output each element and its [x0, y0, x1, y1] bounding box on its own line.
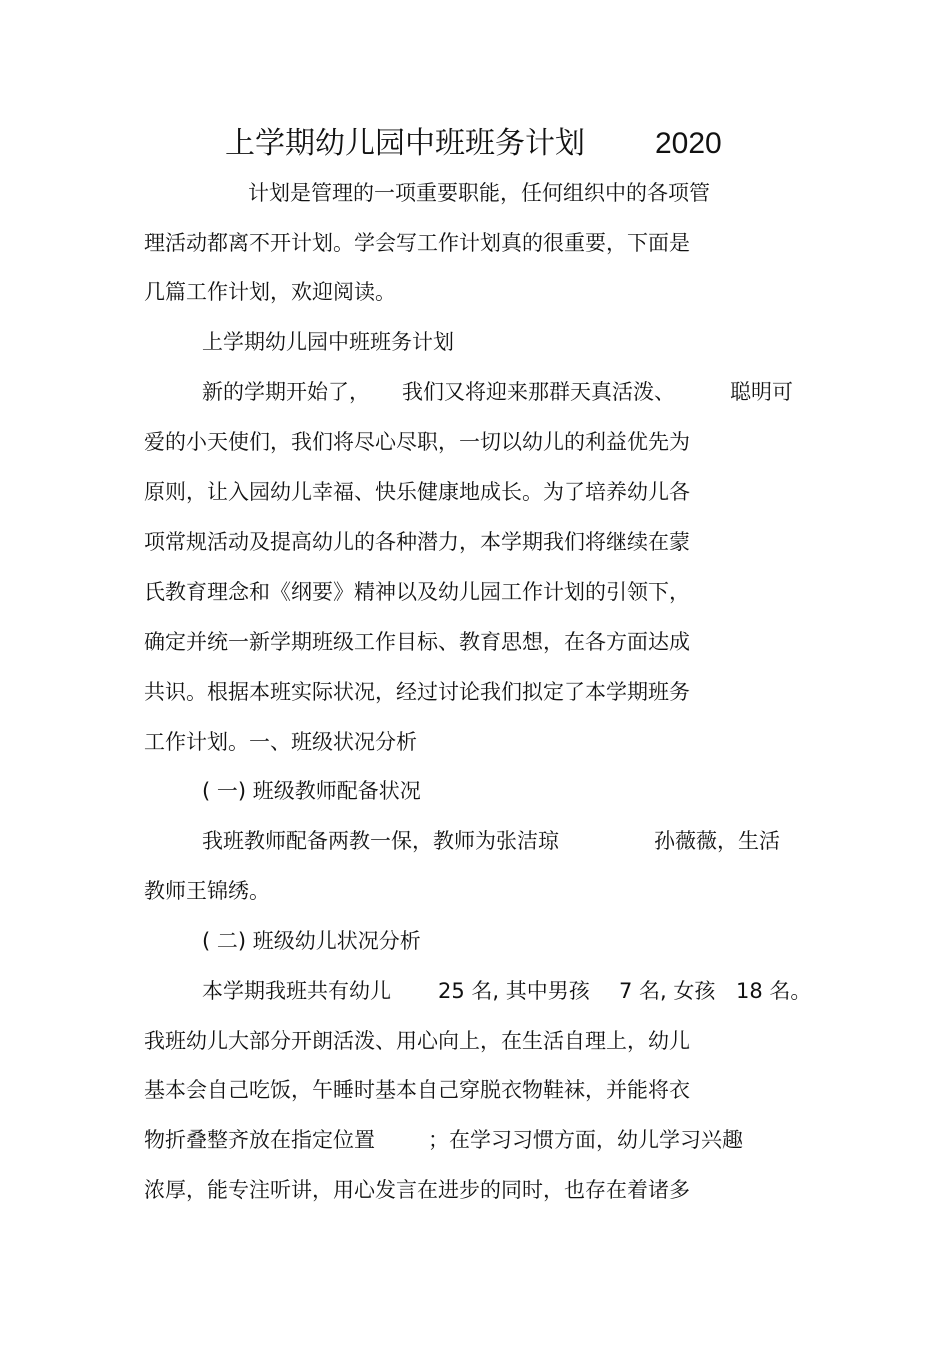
para1-line-8: 工作计划。一、班级状况分析 [144, 730, 417, 754]
intro-line-2: 理活动都离不开计划。学会写工作计划真的很重要，下面是 [144, 231, 690, 255]
para3-line-1 [202, 976, 812, 1006]
para3-line-4 [144, 1125, 784, 1155]
title-year: 2020 [655, 127, 722, 160]
para3-line-1-part-b: 25 名, 其中男孩 [438, 979, 590, 1003]
para3-line-2: 我班幼儿大部分开朗活泼、用心向上，在生活自理上，幼儿 [144, 1029, 690, 1053]
para2-line-1-part-a: 我班教师配备两教一保，教师为张洁琼 [202, 829, 559, 853]
para1-line-1-part-b: 我们又将迎来那群天真活泼、 [402, 380, 675, 404]
para1-line-6: 确定并统一新学期班级工作目标、教育思想，在各方面达成 [144, 630, 690, 654]
section2-heading: ( 二) 班级幼儿状况分析 [202, 929, 421, 953]
para3-line-3: 基本会自己吃饭，午睡时基本自己穿脱衣物鞋袜，并能将衣 [144, 1078, 690, 1102]
para3-line-5: 浓厚，能专注听讲，用心发言在进步的同时，也存在着诸多 [144, 1178, 690, 1202]
para1-line-5: 氏教育理念和《纲要》精神以及幼儿园工作计划的引领下， [144, 580, 690, 604]
para1-line-3: 原则，让入园幼儿幸福、快乐健康地成长。为了培养幼儿各 [144, 480, 690, 504]
para3-line-4-part-b: ；在学习习惯方面，幼儿学习兴趣 [428, 1128, 743, 1152]
para1-line-4: 项常规活动及提高幼儿的各种潜力，本学期我们将继续在蒙 [144, 530, 690, 554]
para2-line-2: 教师王锦绣。 [144, 879, 270, 903]
section-subtitle: 上学期幼儿园中班班务计划 [202, 330, 454, 354]
para3-line-1-part-d: 18 名。 [736, 979, 812, 1003]
para1-line-2: 爱的小天使们，我们将尽心尽职，一切以幼儿的利益优先为 [144, 430, 690, 454]
para1-line-1-part-a: 新的学期开始了， [202, 380, 370, 404]
title-text: 上学期幼儿园中班班务计划 [225, 126, 585, 161]
para1-line-7: 共识。根据本班实际状况，经过讨论我们拟定了本学期班务 [144, 680, 690, 704]
para1-line-1 [202, 377, 802, 407]
intro-line-1: 计划是管理的一项重要职能，任何组织中的各项管 [248, 181, 710, 205]
para3-line-1-part-c: 7 名, 女孩 [619, 979, 716, 1003]
document-title [225, 124, 722, 164]
section1-heading: ( 一) 班级教师配备状况 [202, 779, 421, 803]
para3-line-1-part-a: 本学期我班共有幼儿 [202, 979, 391, 1003]
para2-line-1 [202, 826, 802, 856]
para2-line-1-part-b: 孙薇薇，生活 [654, 829, 780, 853]
para1-line-1-part-c: 聪明可 [730, 380, 793, 404]
intro-line-3: 几篇工作计划，欢迎阅读。 [144, 280, 396, 304]
para3-line-4-part-a: 物折叠整齐放在指定位置 [144, 1128, 375, 1152]
